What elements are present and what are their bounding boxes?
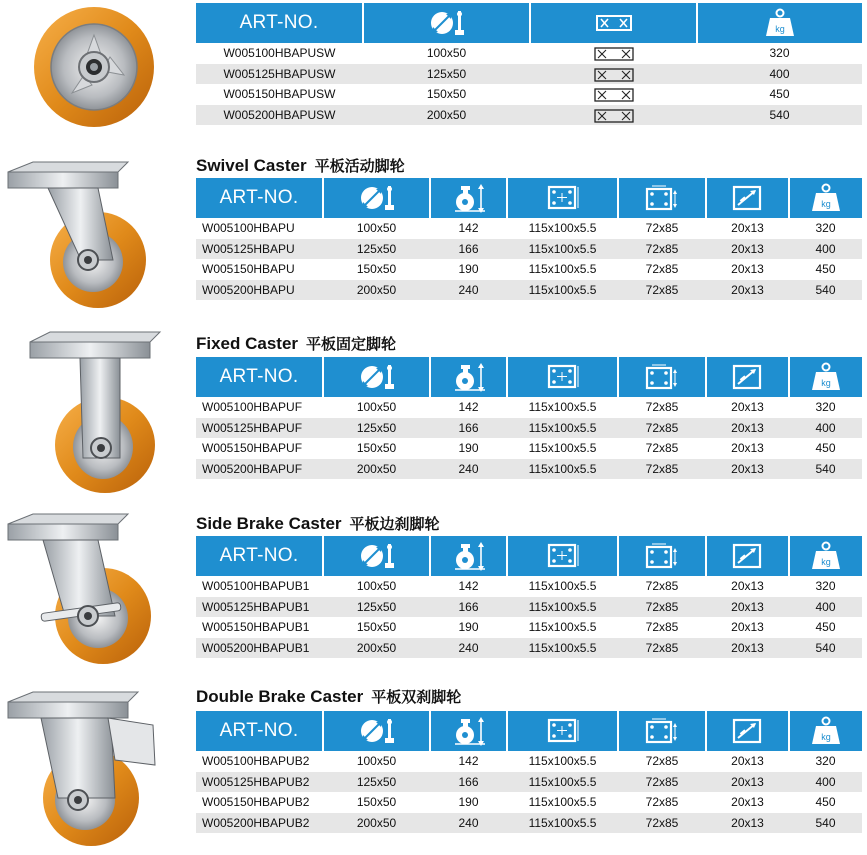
installation-height-header — [430, 711, 507, 751]
load-capacity-icon — [806, 716, 846, 746]
installation-height-header — [430, 178, 507, 218]
swivel-caster-image — [3, 160, 153, 310]
hole-cell: 72x85 — [618, 638, 706, 659]
art-no-header: ART-NO. — [196, 357, 323, 397]
bolt-cell: 20x13 — [706, 418, 789, 439]
hole-cell: 72x85 — [618, 218, 706, 239]
bolt-hole-icon — [728, 541, 768, 571]
art-no-cell: W005100HBAPUF — [196, 397, 323, 418]
bolt-hole-header — [706, 357, 789, 397]
load-capacity-header — [789, 178, 862, 218]
size-cell: 125x50 — [323, 772, 430, 793]
load-cell: 540 — [789, 280, 862, 301]
art-no-cell: W005200HBAPU — [196, 280, 323, 301]
side-brake-caster-title — [196, 513, 440, 534]
side-brake-caster-spec-table — [196, 536, 862, 658]
bolt-cell: 20x13 — [706, 638, 789, 659]
section-title-en: Swivel Caster — [196, 156, 307, 175]
fixed-caster-spec-table — [196, 357, 862, 479]
load-capacity-icon — [806, 183, 846, 213]
swivel-caster-spec-table — [196, 178, 862, 300]
table-row — [196, 418, 862, 439]
art-no-header: ART-NO. — [196, 536, 323, 576]
height-cell: 142 — [430, 397, 507, 418]
hole-spacing-icon — [642, 716, 682, 746]
load-capacity-header — [789, 536, 862, 576]
size-cell: 125x50 — [323, 418, 430, 439]
table-header-row — [196, 711, 862, 751]
plate-cell: 115x100x5.5 — [507, 397, 618, 418]
art-no-cell: W005200HBAPUB1 — [196, 638, 323, 659]
installation-height-icon — [449, 362, 489, 392]
hole-spacing-header — [618, 178, 706, 218]
bolt-hole-header — [706, 178, 789, 218]
height-cell: 240 — [430, 459, 507, 480]
load-cell: 450 — [697, 84, 862, 105]
bolt-cell: 20x13 — [706, 259, 789, 280]
art-no-cell: W005150HBAPUB1 — [196, 617, 323, 638]
load-cell: 450 — [789, 438, 862, 459]
plate-cell: 115x100x5.5 — [507, 576, 618, 597]
bolt-hole-icon — [728, 716, 768, 746]
height-cell: 240 — [430, 280, 507, 301]
mounting-cell — [530, 105, 697, 126]
installation-height-header — [430, 536, 507, 576]
hole-cell: 72x85 — [618, 397, 706, 418]
wheel-size-header — [323, 536, 430, 576]
size-cell: 100x50 — [363, 43, 530, 64]
size-cell: 150x50 — [323, 259, 430, 280]
art-no-cell: W005125HBAPUSW — [196, 64, 363, 85]
plate-cell: 115x100x5.5 — [507, 772, 618, 793]
section-title-en: Fixed Caster — [196, 334, 299, 353]
top-plate-size-icon — [543, 541, 583, 571]
height-cell: 240 — [430, 813, 507, 834]
load-cell: 400 — [789, 772, 862, 793]
height-cell: 166 — [430, 772, 507, 793]
load-capacity-header — [697, 3, 862, 43]
bolt-cell: 20x13 — [706, 280, 789, 301]
table-row — [196, 438, 862, 459]
bolt-cell: 20x13 — [706, 751, 789, 772]
table-row — [196, 43, 862, 64]
load-cell: 540 — [789, 459, 862, 480]
table-row — [196, 792, 862, 813]
section-title-cn: 平板固定脚轮 — [306, 335, 397, 353]
table-row — [196, 459, 862, 480]
height-cell: 166 — [430, 597, 507, 618]
art-no-cell: W005100HBAPU — [196, 218, 323, 239]
hole-cell: 72x85 — [618, 438, 706, 459]
load-cell: 540 — [789, 813, 862, 834]
art-no-cell: W005200HBAPUSW — [196, 105, 363, 126]
plate-cell: 115x100x5.5 — [507, 597, 618, 618]
load-cell: 320 — [789, 397, 862, 418]
hole-cell: 72x85 — [618, 813, 706, 834]
table-row — [196, 813, 862, 834]
fixed-caster-title — [196, 333, 396, 354]
side-brake-caster-image — [3, 512, 158, 667]
art-no-cell: W005100HBAPUB1 — [196, 576, 323, 597]
load-cell: 320 — [697, 43, 862, 64]
height-cell: 142 — [430, 218, 507, 239]
table-row — [196, 64, 862, 85]
art-no-cell: W005125HBAPUB1 — [196, 597, 323, 618]
section-title-cn: 平板活动脚轮 — [314, 157, 405, 175]
plate-cell: 115x100x5.5 — [507, 792, 618, 813]
mounting-type-icon — [594, 8, 634, 38]
bolt-hole-icon — [728, 362, 768, 392]
size-cell: 200x50 — [323, 280, 430, 301]
load-capacity-icon — [806, 541, 846, 571]
height-cell: 190 — [430, 438, 507, 459]
plate-cell: 115x100x5.5 — [507, 259, 618, 280]
size-cell: 100x50 — [323, 576, 430, 597]
section-title-cn: 平板边刹脚轮 — [349, 515, 440, 533]
wheel-size-header — [363, 3, 530, 43]
size-cell: 200x50 — [323, 813, 430, 834]
height-cell: 166 — [430, 239, 507, 260]
hole-cell: 72x85 — [618, 751, 706, 772]
hole-cell: 72x85 — [618, 597, 706, 618]
wheel-size-icon — [427, 8, 467, 38]
mounting-type-icon — [594, 68, 634, 82]
section-title-en: Side Brake Caster — [196, 514, 342, 533]
hole-spacing-icon — [642, 183, 682, 213]
hole-spacing-header — [618, 357, 706, 397]
plate-cell: 115x100x5.5 — [507, 751, 618, 772]
hole-cell: 72x85 — [618, 239, 706, 260]
mounting-type-header — [530, 3, 697, 43]
size-cell: 100x50 — [323, 397, 430, 418]
mounting-cell — [530, 43, 697, 64]
hole-spacing-header — [618, 536, 706, 576]
bolt-hole-header — [706, 711, 789, 751]
size-cell: 100x50 — [323, 218, 430, 239]
hole-cell: 72x85 — [618, 259, 706, 280]
mounting-cell — [530, 84, 697, 105]
table-row — [196, 576, 862, 597]
table-row — [196, 280, 862, 301]
art-no-cell: W005150HBAPUSW — [196, 84, 363, 105]
plate-cell: 115x100x5.5 — [507, 459, 618, 480]
table-row — [196, 259, 862, 280]
installation-height-header — [430, 357, 507, 397]
size-cell: 125x50 — [363, 64, 530, 85]
top-plate-size-icon — [543, 362, 583, 392]
art-no-cell: W005200HBAPUB2 — [196, 813, 323, 834]
swivel-caster-title — [196, 155, 405, 176]
hole-cell: 72x85 — [618, 280, 706, 301]
table-row — [196, 84, 862, 105]
table-row — [196, 239, 862, 260]
load-cell: 320 — [789, 576, 862, 597]
art-no-cell: W005125HBAPU — [196, 239, 323, 260]
height-cell: 190 — [430, 792, 507, 813]
art-no-header: ART-NO. — [196, 3, 363, 43]
art-no-header: ART-NO. — [196, 178, 323, 218]
top-plate-size-header — [507, 711, 618, 751]
installation-height-icon — [449, 716, 489, 746]
installation-height-icon — [449, 541, 489, 571]
hole-cell: 72x85 — [618, 576, 706, 597]
bolt-cell: 20x13 — [706, 459, 789, 480]
plate-cell: 115x100x5.5 — [507, 617, 618, 638]
size-cell: 200x50 — [363, 105, 530, 126]
art-no-header: ART-NO. — [196, 711, 323, 751]
height-cell: 142 — [430, 576, 507, 597]
bolt-cell: 20x13 — [706, 813, 789, 834]
bolt-cell: 20x13 — [706, 772, 789, 793]
load-cell: 320 — [789, 218, 862, 239]
art-no-cell: W005200HBAPUF — [196, 459, 323, 480]
bolt-hole-icon — [728, 183, 768, 213]
load-capacity-icon — [760, 8, 800, 38]
plate-cell: 115x100x5.5 — [507, 638, 618, 659]
size-cell: 200x50 — [323, 638, 430, 659]
bolt-cell: 20x13 — [706, 397, 789, 418]
size-cell: 150x50 — [323, 792, 430, 813]
load-cell: 450 — [789, 259, 862, 280]
mounting-type-icon — [594, 88, 634, 102]
wheel-size-icon — [357, 362, 397, 392]
wheel-size-header — [323, 178, 430, 218]
bolt-cell: 20x13 — [706, 617, 789, 638]
art-no-cell: W005100HBAPUB2 — [196, 751, 323, 772]
bolt-hole-header — [706, 536, 789, 576]
size-cell: 125x50 — [323, 597, 430, 618]
hole-cell: 72x85 — [618, 617, 706, 638]
table-row — [196, 397, 862, 418]
mounting-type-icon — [594, 109, 634, 123]
plate-cell: 115x100x5.5 — [507, 239, 618, 260]
installation-height-icon — [449, 183, 489, 213]
table-row — [196, 597, 862, 618]
table-row — [196, 751, 862, 772]
double-brake-caster-title — [196, 686, 461, 707]
section-title-en: Double Brake Caster — [196, 687, 364, 706]
height-cell: 190 — [430, 617, 507, 638]
size-cell: 150x50 — [323, 617, 430, 638]
bolt-cell: 20x13 — [706, 597, 789, 618]
top-plate-size-header — [507, 536, 618, 576]
bolt-cell: 20x13 — [706, 576, 789, 597]
mounting-type-icon — [594, 47, 634, 61]
hole-cell: 72x85 — [618, 772, 706, 793]
plate-cell: 115x100x5.5 — [507, 418, 618, 439]
plate-cell: 115x100x5.5 — [507, 438, 618, 459]
load-cell: 400 — [789, 597, 862, 618]
load-capacity-header — [789, 357, 862, 397]
load-cell: 540 — [697, 105, 862, 126]
table-row — [196, 617, 862, 638]
load-capacity-icon — [806, 362, 846, 392]
hole-cell: 72x85 — [618, 792, 706, 813]
load-cell: 450 — [789, 792, 862, 813]
top-plate-size-icon — [543, 716, 583, 746]
height-cell: 190 — [430, 259, 507, 280]
plate-cell: 115x100x5.5 — [507, 280, 618, 301]
size-cell: 150x50 — [363, 84, 530, 105]
art-no-cell: W005125HBAPUF — [196, 418, 323, 439]
load-cell: 400 — [789, 418, 862, 439]
wheel-size-icon — [357, 716, 397, 746]
plate-cell: 115x100x5.5 — [507, 813, 618, 834]
wheel-spec-table — [196, 3, 862, 125]
fixed-caster-image — [25, 330, 165, 495]
hole-cell: 72x85 — [618, 418, 706, 439]
double-brake-caster-spec-table — [196, 711, 862, 833]
wheel-size-icon — [357, 183, 397, 213]
art-no-cell: W005150HBAPUF — [196, 438, 323, 459]
bolt-cell: 20x13 — [706, 438, 789, 459]
load-cell: 540 — [789, 638, 862, 659]
wheel-size-header — [323, 357, 430, 397]
table-row — [196, 638, 862, 659]
top-plate-size-header — [507, 178, 618, 218]
bolt-cell: 20x13 — [706, 792, 789, 813]
wheel-image — [32, 5, 157, 130]
bolt-cell: 20x13 — [706, 218, 789, 239]
table-header-row — [196, 536, 862, 576]
art-no-cell: W005125HBAPUB2 — [196, 772, 323, 793]
size-cell: 100x50 — [323, 751, 430, 772]
wheel-size-icon — [357, 541, 397, 571]
art-no-cell: W005150HBAPU — [196, 259, 323, 280]
height-cell: 142 — [430, 751, 507, 772]
load-cell: 400 — [697, 64, 862, 85]
table-row — [196, 218, 862, 239]
table-header-row — [196, 3, 862, 43]
load-capacity-header — [789, 711, 862, 751]
top-plate-size-header — [507, 357, 618, 397]
load-cell: 320 — [789, 751, 862, 772]
art-no-cell: W005150HBAPUB2 — [196, 792, 323, 813]
table-header-row — [196, 357, 862, 397]
top-plate-size-icon — [543, 183, 583, 213]
section-title-cn: 平板双刹脚轮 — [371, 688, 462, 706]
hole-cell: 72x85 — [618, 459, 706, 480]
table-row — [196, 105, 862, 126]
wheel-size-header — [323, 711, 430, 751]
height-cell: 240 — [430, 638, 507, 659]
size-cell: 150x50 — [323, 438, 430, 459]
plate-cell: 115x100x5.5 — [507, 218, 618, 239]
hole-spacing-icon — [642, 541, 682, 571]
table-header-row — [196, 178, 862, 218]
table-row — [196, 772, 862, 793]
double-brake-caster-image — [3, 690, 163, 850]
load-cell: 400 — [789, 239, 862, 260]
hole-spacing-icon — [642, 362, 682, 392]
mounting-cell — [530, 64, 697, 85]
size-cell: 200x50 — [323, 459, 430, 480]
height-cell: 166 — [430, 418, 507, 439]
load-cell: 450 — [789, 617, 862, 638]
hole-spacing-header — [618, 711, 706, 751]
bolt-cell: 20x13 — [706, 239, 789, 260]
size-cell: 125x50 — [323, 239, 430, 260]
art-no-cell: W005100HBAPUSW — [196, 43, 363, 64]
